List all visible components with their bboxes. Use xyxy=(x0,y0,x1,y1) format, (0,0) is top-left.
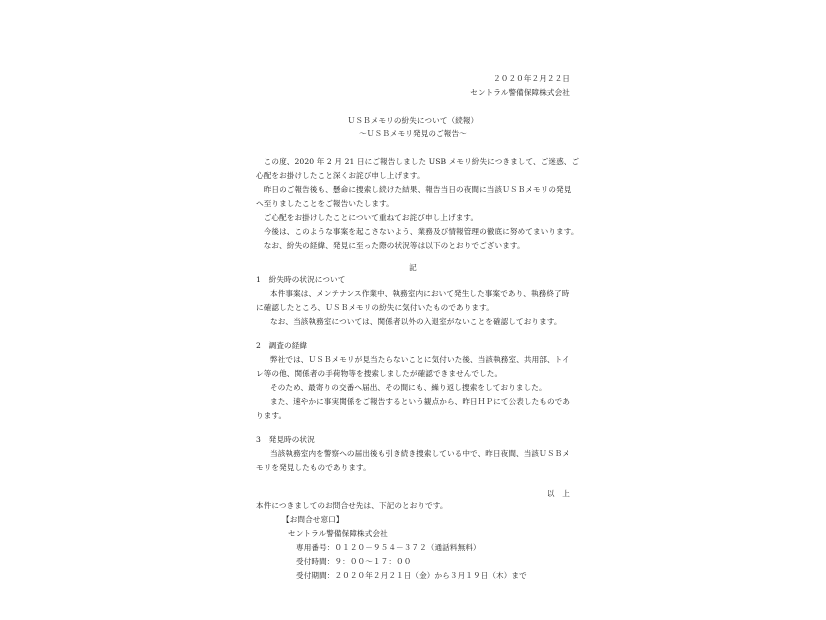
intro-line: 心配をお掛けしたこと深くお詫び申し上げます。 xyxy=(256,171,425,180)
section-line: レ等の他、関係者の手荷物等を捜索しましたが確認できませんでした。 xyxy=(256,369,503,378)
ki-heading: 記 xyxy=(409,263,417,272)
contact-hours: 受付時間：９：００～１７：００ xyxy=(296,557,412,566)
intro-line: へ至りましたことをご報告いたします。 xyxy=(256,199,394,208)
intro-line: ご心配をお掛けしたことについて重ねてお詫び申し上げます。 xyxy=(256,213,479,222)
contact-window-label: 【お問合せ窓口】 xyxy=(282,515,344,524)
document-subtitle: 〜ＵＳＢメモリ発見のご報告〜 xyxy=(359,129,467,138)
section-line: そのため、最寄りの交番へ届出、その間にも、繰り返し捜索をしておりました。 xyxy=(270,383,547,392)
document-date: ２０２０年２月２２日 xyxy=(493,74,570,83)
section-heading: 2 調査の経緯 xyxy=(256,341,308,350)
intro-line: この度、2020 年 2 月 21 日にご報告しました USB メモリ紛失につきまして、ご迷惑、ご xyxy=(256,157,580,166)
contact-intro: 本件につきましてのお問合せ先は、下記のとおりです。 xyxy=(256,501,448,510)
contact-phone: 専用番号：０１２０－９５４－３７２（通話料無料） xyxy=(296,543,481,552)
document-title: ＵＳＢメモリの紛失について（続報） xyxy=(347,116,479,125)
contact-period: 受付期間：２０２０年２月２１日（金）から３月１９日（木）まで xyxy=(296,571,527,580)
closing-mark: 以 上 xyxy=(546,489,570,498)
section-line: モリを発見したものであります。 xyxy=(256,463,371,472)
section-line: 弊社では、ＵＳＢメモリが見当たらないことに気付いた後、当該執務室、共用部、トイ xyxy=(270,355,570,364)
section-heading: 1 紛失時の状況について xyxy=(256,275,346,284)
intro-line: なお、紛失の経緯、発見に至った際の状況等は以下のとおりでございます。 xyxy=(256,241,525,250)
section-line: また、速やかに事実関係をご報告するという観点から、昨日ＨＰにて公表したものであ xyxy=(270,397,571,406)
section-line: 当該執務室内を警察への届出後も引き続き捜索している中で、昨日夜間、当該ＵＳＢメ xyxy=(270,449,570,458)
company-name: セントラル警備保障株式会社 xyxy=(470,88,570,97)
section-line: ります。 xyxy=(256,411,287,420)
section-line: に確認したところ、ＵＳＢメモリの紛失に気付いたものであります。 xyxy=(256,303,494,312)
section-heading: 3 発見時の状況 xyxy=(256,435,315,444)
intro-line: 昨日のご報告後も、懸命に捜索し続けた結果、報告当日の夜間に当該ＵＳＢメモリの発見 xyxy=(256,185,572,194)
contact-company: セントラル警備保障株式会社 xyxy=(288,529,388,538)
section-line: 本件事案は、メンテナンス作業中、執務室内において発生した事案であり、執務終了時 xyxy=(270,289,570,298)
intro-line: 今後は、このような事案を起こさないよう、業務及び情報管理の徹底に努めてまいります。 xyxy=(256,227,579,236)
section-line: なお、当該執務室については、関係者以外の入退室がないことを確認しております。 xyxy=(270,317,562,326)
